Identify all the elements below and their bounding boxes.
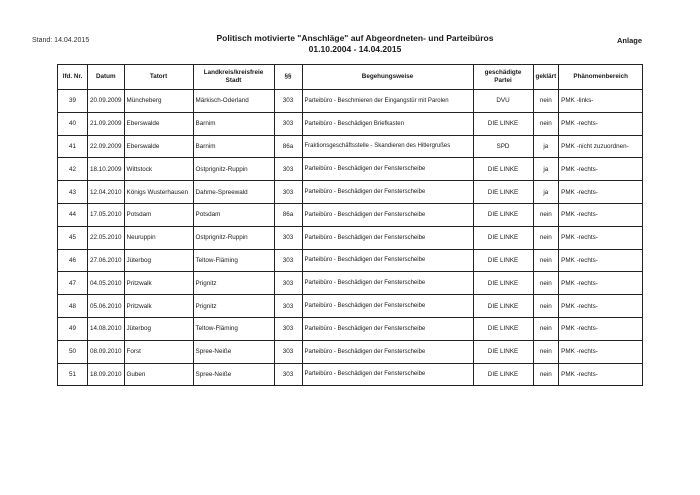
cell-datum: 22.09.2009 [88, 135, 125, 158]
table-row [58, 158, 643, 181]
cell-geklaert: nein [533, 340, 559, 363]
col-header-begehungsweise: Begehungsweise [302, 65, 473, 90]
cell-paragraph: 86a [274, 135, 302, 158]
cell-paragraph: 303 [274, 226, 302, 249]
cell-datum: 21.09.2009 [88, 112, 125, 135]
cell-geklaert: nein [533, 272, 559, 295]
cell-geklaert: nein [533, 90, 559, 113]
cell-begehungsweise: Parteibüro - Beschädigen der Fensterscheibe [302, 295, 473, 318]
table-row [58, 340, 643, 363]
cell-paragraph: 303 [274, 340, 302, 363]
cell-phaenomenbereich: PMK -nicht zuzuordnen- [559, 135, 643, 158]
incident-table [57, 64, 643, 386]
col-header-tatort: Tatort [124, 65, 193, 90]
col-header-paragraph: §§ [274, 65, 302, 90]
document-title [200, 33, 510, 55]
cell-geklaert: nein [533, 363, 559, 386]
cell-landkreis: Märkisch-Oderland [193, 90, 274, 113]
cell-datum: 08.09.2010 [88, 340, 125, 363]
cell-tatort: Neuruppin [124, 226, 193, 249]
cell-landkreis: Prignitz [193, 272, 274, 295]
cell-partei: DIE LINKE [473, 272, 533, 295]
cell-landkreis: Dahme-Spreewald [193, 181, 274, 204]
cell-paragraph: 303 [274, 295, 302, 318]
title-line-1: Politisch motivierte "Anschläge" auf Abgeordneten- und Parteibüros [216, 33, 494, 43]
cell-geklaert: ja [533, 135, 559, 158]
cell-landkreis: Prignitz [193, 295, 274, 318]
cell-landkreis: Ostprignitz-Ruppin [193, 158, 274, 181]
cell-partei: DIE LINKE [473, 181, 533, 204]
cell-landkreis: Teltow-Fläming [193, 317, 274, 340]
cell-phaenomenbereich: PMK -rechts- [559, 340, 643, 363]
cell-landkreis: Spree-Neiße [193, 340, 274, 363]
cell-tatort: Eberswalde [124, 135, 193, 158]
table-row [58, 272, 643, 295]
cell-phaenomenbereich: PMK -rechts- [559, 249, 643, 272]
cell-begehungsweise: Parteibüro - Beschädigen der Fensterscheibe [302, 203, 473, 226]
stand-date: Stand: 14.04.2015 [32, 37, 90, 44]
cell-begehungsweise: Parteibüro - Beschädigen der Fensterscheibe [302, 363, 473, 386]
cell-paragraph: 86a [274, 203, 302, 226]
cell-partei: DIE LINKE [473, 317, 533, 340]
cell-datum: 12.04.2010 [88, 181, 125, 204]
cell-tatort: Pritzwalk [124, 272, 193, 295]
cell-begehungsweise: Fraktionsgeschäftsstelle - Skandieren des Hitlergrußes [302, 135, 473, 158]
cell-partei: DIE LINKE [473, 112, 533, 135]
cell-nr: 51 [58, 363, 88, 386]
cell-landkreis: Ostprignitz-Ruppin [193, 226, 274, 249]
cell-phaenomenbereich: PMK -rechts- [559, 317, 643, 340]
cell-geklaert: nein [533, 295, 559, 318]
cell-paragraph: 303 [274, 181, 302, 204]
cell-begehungsweise: Parteibüro - Beschädigen der Fensterscheibe [302, 158, 473, 181]
cell-begehungsweise: Parteibüro - Beschädigen der Fensterscheibe [302, 181, 473, 204]
table-row [58, 90, 643, 113]
cell-nr: 47 [58, 272, 88, 295]
cell-partei: DVU [473, 90, 533, 113]
table-row [58, 295, 643, 318]
table-row [58, 181, 643, 204]
cell-begehungsweise: Parteibüro - Beschädigen der Fensterscheibe [302, 317, 473, 340]
cell-paragraph: 303 [274, 272, 302, 295]
cell-landkreis: Teltow-Fläming [193, 249, 274, 272]
cell-phaenomenbereich: PMK -links- [559, 90, 643, 113]
cell-datum: 18.10.2009 [88, 158, 125, 181]
table-header-row [58, 65, 643, 90]
cell-nr: 40 [58, 112, 88, 135]
cell-paragraph: 303 [274, 317, 302, 340]
cell-tatort: Müncheberg [124, 90, 193, 113]
cell-landkreis: Potsdam [193, 203, 274, 226]
table-row [58, 112, 643, 135]
cell-datum: 20.09.2009 [88, 90, 125, 113]
cell-nr: 46 [58, 249, 88, 272]
cell-geklaert: nein [533, 203, 559, 226]
col-header-phaenomenbereich: Phänomenbereich [559, 65, 643, 90]
col-header-geklaert: geklärt [533, 65, 559, 90]
cell-tatort: Forst [124, 340, 193, 363]
cell-geklaert: nein [533, 249, 559, 272]
cell-begehungsweise: Parteibüro - Beschädigen der Fensterscheibe [302, 249, 473, 272]
cell-tatort: Wittstock [124, 158, 193, 181]
cell-nr: 39 [58, 90, 88, 113]
cell-partei: DIE LINKE [473, 158, 533, 181]
cell-begehungsweise: Parteibüro - Beschädigen der Fensterscheibe [302, 272, 473, 295]
table-row [58, 203, 643, 226]
col-header-landkreis: Landkreis/kreisfreie Stadt [193, 65, 274, 90]
col-header-datum: Datum [88, 65, 125, 90]
anlage-label: Anlage [617, 36, 643, 45]
table-row [58, 317, 643, 340]
cell-datum: 27.06.2010 [88, 249, 125, 272]
cell-tatort: Potsdam [124, 203, 193, 226]
cell-landkreis: Barnim [193, 135, 274, 158]
cell-nr: 42 [58, 158, 88, 181]
cell-geklaert: nein [533, 112, 559, 135]
cell-begehungsweise: Parteibüro - Beschädigen Briefkasten [302, 112, 473, 135]
col-header-partei: geschädigte Partei [473, 65, 533, 90]
cell-datum: 18.09.2010 [88, 363, 125, 386]
cell-datum: 05.06.2010 [88, 295, 125, 318]
cell-geklaert: nein [533, 226, 559, 249]
cell-paragraph: 303 [274, 363, 302, 386]
cell-phaenomenbereich: PMK -rechts- [559, 226, 643, 249]
cell-landkreis: Barnim [193, 112, 274, 135]
cell-paragraph: 303 [274, 90, 302, 113]
table-row [58, 135, 643, 158]
cell-phaenomenbereich: PMK -rechts- [559, 363, 643, 386]
cell-phaenomenbereich: PMK -rechts- [559, 295, 643, 318]
cell-tatort: Guben [124, 363, 193, 386]
cell-datum: 22.05.2010 [88, 226, 125, 249]
cell-paragraph: 303 [274, 249, 302, 272]
cell-tatort: Jüterbog [124, 317, 193, 340]
cell-nr: 48 [58, 295, 88, 318]
cell-datum: 04.05.2010 [88, 272, 125, 295]
cell-begehungsweise: Parteibüro - Beschädigen der Fensterscheibe [302, 340, 473, 363]
cell-nr: 43 [58, 181, 88, 204]
cell-partei: DIE LINKE [473, 295, 533, 318]
cell-paragraph: 303 [274, 112, 302, 135]
cell-tatort: Königs Wusterhausen [124, 181, 193, 204]
cell-tatort: Jüterbog [124, 249, 193, 272]
table-row [58, 226, 643, 249]
table-row [58, 363, 643, 386]
cell-partei: DIE LINKE [473, 340, 533, 363]
cell-phaenomenbereich: PMK -rechts- [559, 158, 643, 181]
cell-partei: DIE LINKE [473, 226, 533, 249]
cell-phaenomenbereich: PMK -rechts- [559, 272, 643, 295]
cell-nr: 49 [58, 317, 88, 340]
col-header-nr: lfd. Nr. [58, 65, 88, 90]
cell-partei: DIE LINKE [473, 203, 533, 226]
table-row [58, 249, 643, 272]
cell-nr: 41 [58, 135, 88, 158]
cell-phaenomenbereich: PMK -rechts- [559, 181, 643, 204]
cell-begehungsweise: Parteibüro - Beschädigen der Fensterscheibe [302, 226, 473, 249]
title-line-2: 01.10.2004 - 14.04.2015 [308, 44, 402, 54]
cell-geklaert: nein [533, 317, 559, 340]
cell-datum: 17.05.2010 [88, 203, 125, 226]
cell-phaenomenbereich: PMK -rechts- [559, 112, 643, 135]
cell-nr: 44 [58, 203, 88, 226]
cell-partei: SPD [473, 135, 533, 158]
cell-nr: 45 [58, 226, 88, 249]
cell-geklaert: ja [533, 158, 559, 181]
cell-partei: DIE LINKE [473, 363, 533, 386]
cell-phaenomenbereich: PMK -rechts- [559, 203, 643, 226]
cell-datum: 14.08.2010 [88, 317, 125, 340]
cell-begehungsweise: Parteibüro - Beschmieren der Eingangstür mit Parolen [302, 90, 473, 113]
cell-paragraph: 303 [274, 158, 302, 181]
cell-tatort: Pritzwalk [124, 295, 193, 318]
cell-geklaert: ja [533, 181, 559, 204]
cell-tatort: Eberswalde [124, 112, 193, 135]
cell-partei: DIE LINKE [473, 249, 533, 272]
cell-nr: 50 [58, 340, 88, 363]
cell-landkreis: Spree-Neiße [193, 363, 274, 386]
